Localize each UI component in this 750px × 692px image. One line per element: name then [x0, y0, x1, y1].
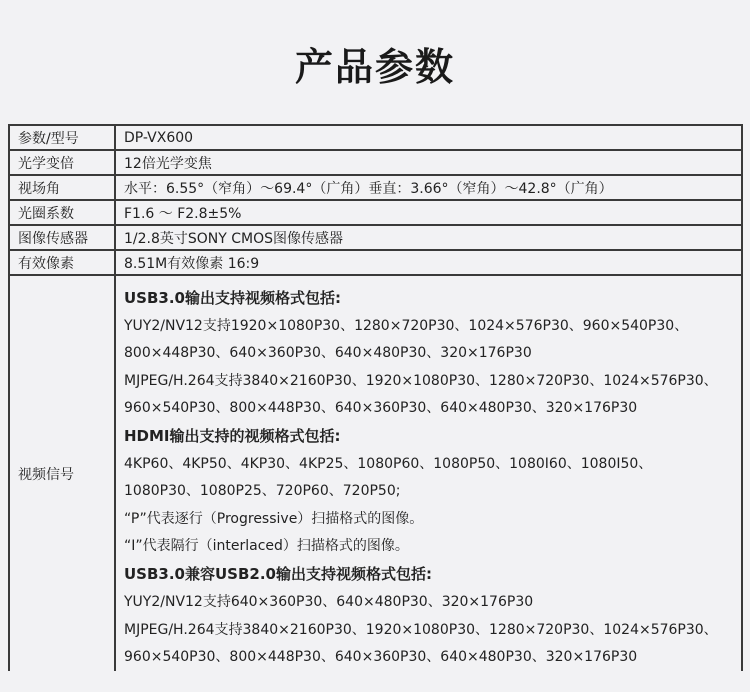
spec-row — [9, 175, 742, 200]
spec-table — [8, 124, 743, 671]
video-signal-row — [9, 275, 742, 671]
page-title: 产品参数 — [294, 45, 455, 89]
spec-row — [9, 150, 742, 175]
video-signal-key: 视频信号 — [9, 275, 115, 671]
video-signal-value — [115, 275, 742, 671]
spec-row — [9, 250, 742, 275]
signal-line: 960×540P30、800×448P30、640×360P30、640×480P30、320×176P30 — [124, 399, 638, 416]
spec-row — [9, 125, 742, 150]
signal-line: MJPEG/H.264支持3840×2160P30、1920×1080P30、1280×720P30、1024×576P30、 — [124, 372, 718, 389]
spec-value: 水平：6.55°（窄角）～69.4°（广角）垂直：3.66°（窄角）～42.8°（广角） — [115, 175, 742, 200]
spec-value: DP-VX600 — [115, 125, 742, 150]
spec-key: 视场角 — [9, 175, 115, 200]
signal-line: YUY2/NV12支持1920×1080P30、1280×720P30、1024×576P30、960×540P30、 — [124, 318, 689, 334]
spec-row — [9, 225, 742, 250]
signal-line: 960×540P30、800×448P30、640×360P30、640×480P30、320×176P30 — [124, 648, 638, 665]
signal-line: YUY2/NV12支持640×360P30、640×480P30、320×176P30 — [124, 594, 534, 611]
signal-heading: USB3.0输出支持视频格式包括: — [124, 289, 341, 307]
signal-line: “P”代表逐行（Progressive）扫描格式的图像。 — [124, 510, 424, 527]
spec-value: 12倍光学变焦 — [115, 150, 742, 175]
signal-heading: USB3.0兼容USB2.0输出支持视频格式包括: — [124, 565, 432, 584]
spec-value: F1.6 ～ F2.8±5% — [115, 200, 742, 225]
spec-row — [9, 200, 742, 225]
spec-key: 参数/型号 — [9, 125, 115, 150]
spec-key: 图像传感器 — [9, 225, 115, 250]
signal-heading: HDMI输出支持的视频格式包括: — [124, 427, 341, 446]
spec-key: 光学变倍 — [9, 150, 115, 175]
spec-key: 有效像素 — [9, 250, 115, 275]
signal-line: 800×448P30、640×360P30、640×480P30、320×176P30 — [124, 345, 532, 362]
spec-key: 光圈系数 — [9, 200, 115, 225]
signal-line: 4KP60、4KP50、4KP30、4KP25、1080P60、1080P50、1080I60、1080I50、 — [124, 456, 653, 473]
signal-line: 1080P30、1080P25、720P60、720P50; — [124, 483, 401, 500]
signal-line: “I”代表隔行（interlaced）扫描格式的图像。 — [124, 538, 409, 555]
spec-value: 8.51M有效像素 16:9 — [115, 250, 742, 275]
signal-line: MJPEG/H.264支持3840×2160P30、1920×1080P30、1280×720P30、1024×576P30、 — [124, 621, 718, 638]
spec-value: 1/2.8英寸SONY CMOS图像传感器 — [115, 225, 742, 250]
